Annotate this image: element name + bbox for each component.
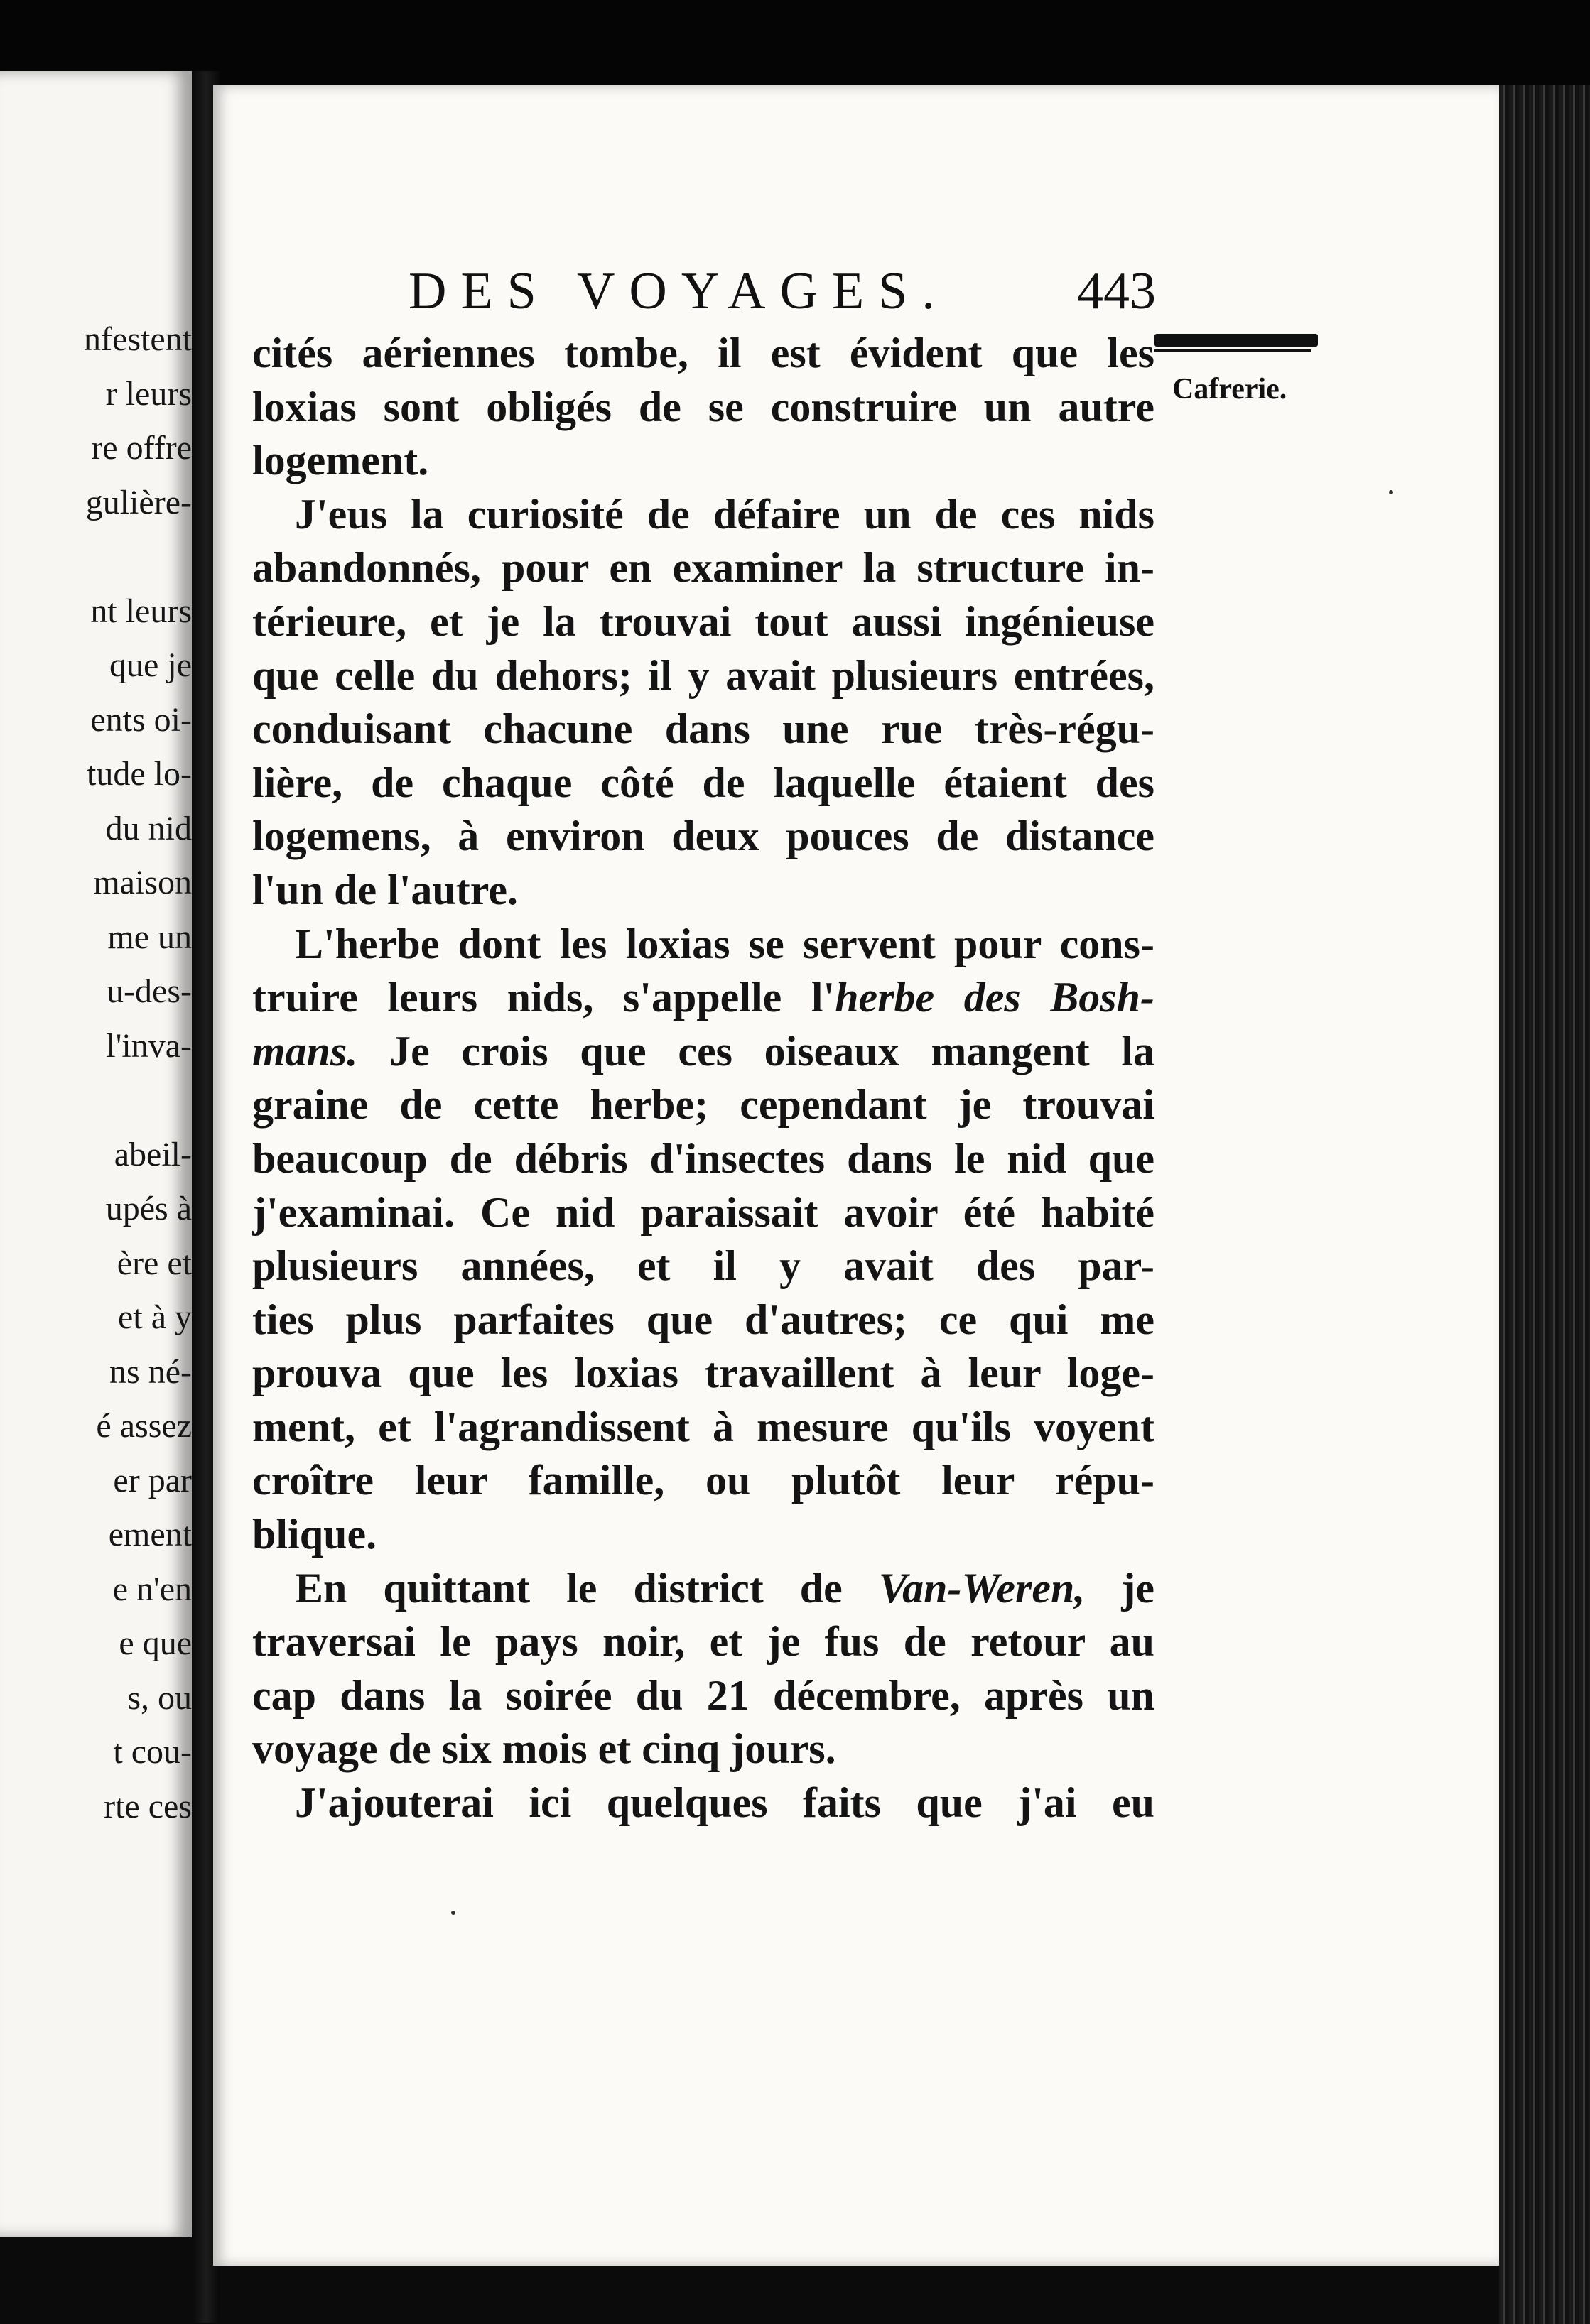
left-page-fragment: nfestent xyxy=(84,320,192,358)
text-line xyxy=(252,1401,1154,1455)
text-segment: traversai le pays noir, et je fus de retour au xyxy=(252,1618,1154,1666)
page-number: 443 xyxy=(1077,262,1156,320)
text-line xyxy=(252,918,1154,972)
left-page-fragment: et à y xyxy=(118,1298,192,1336)
text-line xyxy=(252,434,1154,488)
text-line xyxy=(252,488,1154,542)
text-line xyxy=(252,327,1154,381)
text-line xyxy=(252,381,1154,435)
text-line xyxy=(252,1347,1154,1401)
paper-speck xyxy=(451,1911,455,1915)
text-segment: loxias sont obligés de se construire un autre xyxy=(252,383,1154,430)
text-line xyxy=(252,595,1154,649)
text-segment: graine de cette herbe; cependant je trouvai xyxy=(252,1081,1154,1129)
text-segment: ties plus parfaites que d'autres; ce qui me xyxy=(252,1296,1154,1343)
left-page-fragment: ère et xyxy=(117,1244,192,1282)
text-segment: conduisant chacune dans une rue très-régu- xyxy=(252,705,1154,753)
text-line xyxy=(252,1025,1154,1079)
left-page-fragment: re offre xyxy=(91,429,192,467)
text-segment: térieure, et je la trouvai tout aussi ingénieuse xyxy=(252,597,1154,645)
left-page-fragment: er par xyxy=(113,1461,192,1499)
text-segment: J'eus la curiosité de défaire un de ces nids xyxy=(295,490,1154,538)
left-page-edge xyxy=(0,71,192,2237)
text-segment: Je crois que ces oiseaux mangent la xyxy=(357,1027,1154,1075)
left-page-fragment: u-des- xyxy=(107,972,192,1010)
running-head: DES VOYAGES. xyxy=(409,262,949,320)
text-line xyxy=(252,1508,1154,1562)
text-line xyxy=(252,1615,1154,1669)
left-page-fragment: gulière- xyxy=(85,483,192,521)
text-segment: blique. xyxy=(252,1511,377,1558)
page-edges xyxy=(1499,85,1590,2324)
text-line xyxy=(252,1722,1154,1776)
text-segment: En quittant le district de xyxy=(295,1564,879,1612)
text-line xyxy=(252,864,1154,918)
text-line xyxy=(252,649,1154,703)
text-line xyxy=(252,1132,1154,1186)
left-page-fragment: r leurs xyxy=(105,374,192,413)
left-page-fragment: upés à xyxy=(105,1190,192,1227)
text-segment: truire leurs nids, s'appelle l' xyxy=(252,974,835,1021)
left-page-fragment: s, ou xyxy=(127,1678,192,1717)
margin-rule-thin xyxy=(1154,349,1311,352)
left-page-fragment: abeil- xyxy=(114,1135,192,1173)
top-shadow xyxy=(0,0,1590,85)
italic-text: Van-Weren, xyxy=(878,1564,1086,1612)
text-segment: que celle du dehors; il y avait plusieurs entrées, xyxy=(252,651,1154,699)
left-page-fragment: tude lo- xyxy=(87,755,192,793)
text-segment: beaucoup de débris d'insectes dans le nid que xyxy=(252,1134,1154,1182)
margin-rule xyxy=(1154,334,1318,347)
text-segment: ment, et l'agrandissent à mesure qu'ils voyent xyxy=(252,1403,1154,1450)
text-segment: abandonnés, pour en examiner la structure in- xyxy=(252,544,1154,592)
text-segment: prouva que les loxias travaillent à leur loge- xyxy=(252,1350,1154,1397)
text-line xyxy=(252,810,1154,864)
text-line xyxy=(252,1669,1154,1723)
text-line xyxy=(252,1562,1154,1616)
text-segment: logement. xyxy=(252,437,429,484)
left-page-fragment: é assez xyxy=(96,1407,192,1445)
left-page-fragment: maison xyxy=(93,864,192,901)
paper-speck xyxy=(1389,490,1393,494)
text-segment: cités aériennes tombe, il est évident que les xyxy=(252,330,1154,376)
text-segment: lière, de chaque côté de laquelle étaient des xyxy=(252,759,1154,806)
text-segment: plusieurs années, et il y avait des par- xyxy=(252,1242,1154,1290)
text-segment: croître leur famille, ou plutôt leur répu- xyxy=(252,1457,1154,1504)
italic-text: mans. xyxy=(252,1027,358,1075)
left-page-fragment: e n'en xyxy=(112,1570,192,1608)
text-segment: L'herbe dont les loxias se servent pour cons- xyxy=(295,920,1154,967)
text-segment: cap dans la soirée du 21 décembre, après un xyxy=(252,1671,1154,1719)
text-line xyxy=(252,1454,1154,1508)
left-page-fragment: ns né- xyxy=(109,1352,192,1391)
text-segment: voyage de six mois et cinq jours. xyxy=(252,1725,836,1773)
left-page-fragment: que je xyxy=(109,646,192,684)
text-line xyxy=(252,1239,1154,1293)
text-line xyxy=(252,1078,1154,1132)
left-page-fragment: ents oi- xyxy=(90,700,192,739)
left-page-fragment: du nid xyxy=(105,809,192,847)
text-line xyxy=(252,971,1154,1025)
text-line xyxy=(252,702,1154,756)
left-page-fragment: e que xyxy=(119,1624,192,1662)
text-line xyxy=(252,541,1154,595)
text-line xyxy=(252,1776,1154,1830)
left-page-fragment: rte ces xyxy=(104,1787,192,1825)
left-page-fragment: l'inva- xyxy=(106,1026,192,1065)
margin-note: Cafrerie. xyxy=(1172,373,1287,406)
body-text xyxy=(252,327,1154,1830)
text-segment: je xyxy=(1085,1564,1154,1612)
left-page-fragment: nt leurs xyxy=(90,592,192,630)
left-page-fragment: me un xyxy=(107,918,192,956)
text-segment: J'ajouterai ici quelques faits que j'ai eu xyxy=(295,1779,1154,1827)
italic-text: herbe des Bosh- xyxy=(835,974,1154,1021)
left-page-fragment: t cou- xyxy=(113,1733,192,1771)
text-line xyxy=(252,756,1154,810)
text-segment: j'examinai. Ce nid paraissait avoir été habité xyxy=(252,1188,1154,1236)
text-line xyxy=(252,1186,1154,1240)
text-line xyxy=(252,1293,1154,1347)
left-page-fragment: ement xyxy=(108,1516,192,1553)
text-segment: logemens, à environ deux pouces de distance xyxy=(252,813,1154,860)
text-segment: l'un de l'autre. xyxy=(252,866,518,913)
